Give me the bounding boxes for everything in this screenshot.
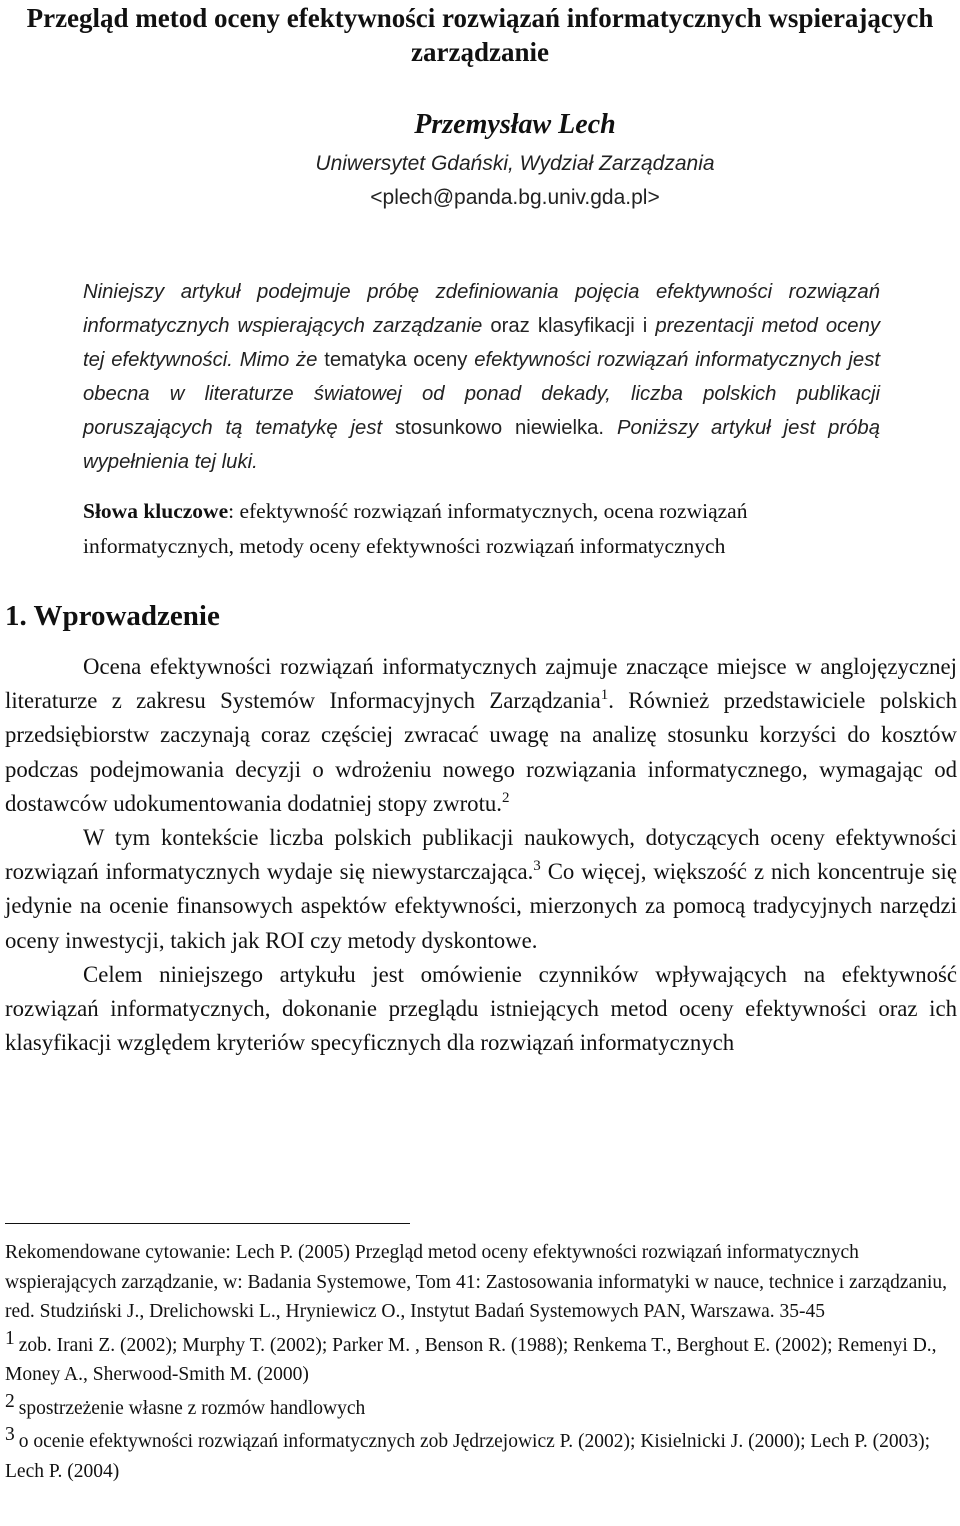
abstract-paragraph <box>83 275 880 479</box>
footnote-ref-3: 3 <box>533 858 541 875</box>
abstract-text-2: oraz klasyfikacji i <box>482 315 656 337</box>
recommended-citation: Rekomendowane cytowanie: Lech P. (2005) Przegląd metod oceny efektywności rozwiązań informatycznych wspierających zarządzanie, w: Badania Systemowe, Tom 41: Zastosowania informatyki w nauce, technice i zarządzaniu, red. Studziński J., Drelichowski L., Hryniewicz O., Instytut Badań Systemowych PAN, Warszawa. 35-45 <box>5 1242 948 1322</box>
footnote-number: 1 <box>5 1327 15 1349</box>
abstract <box>83 275 880 479</box>
section-body <box>5 650 957 1060</box>
footnote-ref-2: 2 <box>502 789 510 806</box>
keywords-text: : efektywność rozwiązań informatycznych, ocena rozwiązań informatycznych, metody oceny efektywności rozwiązań informatycznych <box>83 499 748 558</box>
author-name: Przemysław Lech <box>414 109 616 140</box>
section-heading-introduction: 1. Wprowadzenie <box>5 600 220 632</box>
body-paragraph-1: Ocena efektywności rozwiązań informatycznych zajmuje znaczące miejsce w anglojęzycznej literaturze z zakresu Systemów Informacyjnych Zarządzania$^1$. Również przedstawiciele polskich przedsiębiorstw zaczynają coraz częściej zwracać uwagę na analizę stosunku korzyści do kosztów podczas podejmowania decyzji o wdrożeniu nowego rozwiązania informatycznego, wymagając od dostawców udokumentowania dodatniej stopy zwrotu.$^2$ <box>5 654 957 816</box>
abstract-text-5: efektywności rozwiązań informatycznych jest obecna w literaturze światowej od ponad dekady, liczba polskich publikacji poruszających tą tematykę jest <box>83 349 880 439</box>
keywords-label: Słowa kluczowe <box>83 499 229 523</box>
body-paragraph-2: W tym kontekście liczba polskich publikacji naukowych, dotyczących oceny efektywności rozwiązań informatycznych wydaje się niewystarczająca.$^3$ Co więcej, większość z nich koncentruje się jedynie na ocenie finansowych aspektów efektywności, mierzonych za pomocą tradycyjnych narzędzi oceny inwestycji, takich jak ROI czy metody dyskontowe. <box>5 825 957 953</box>
footnote-text: o ocenie efektywności rozwiązań informatycznych zob Jędrzejowicz P. (2002); Kisielnicki J. (2000); Lech P. (2003); Lech P. (2004) <box>5 1431 931 1482</box>
footnotes <box>5 1238 950 1486</box>
footnote-text: zob. Irani Z. (2002); Murphy T. (2002); Parker M. , Benson R. (1988); Renkema T., Berghout E. (2002); Remenyi D., Money A., Sherwood-Smith M. (2000) <box>5 1334 937 1385</box>
abstract-text-3: prezentacji metod oceny tej efektywności. Mimo że <box>83 315 880 371</box>
footnote-2 <box>5 1390 950 1424</box>
footnote-3 <box>5 1424 950 1486</box>
footnote-number: 2 <box>5 1390 15 1412</box>
abstract-text-6: stosunkowo niewielka. <box>382 417 617 439</box>
paper-title: Przegląd metod oceny efektywności rozwiązań informatycznych wspierających zarządzanie <box>26 3 934 67</box>
author-email: <plech@panda.bg.univ.gda.pl> <box>370 186 660 209</box>
abstract-text-7: Poniższy artykuł jest próbą wypełnienia tej luki. <box>83 417 880 473</box>
abstract-text-1: Niniejszy artykuł podejmuje próbę zdefiniowania pojęcia efektywności rozwiązań informatycznych wspierających zarządzanie <box>83 281 880 337</box>
author-affiliation: Uniwersytet Gdański, Wydział Zarządzania <box>315 152 715 175</box>
footnote-1 <box>5 1327 950 1390</box>
footnote-ref-1: 1 <box>600 687 609 704</box>
footnote-number: 3 <box>5 1424 15 1445</box>
body-paragraph-3: Celem niniejszego artykułu jest omówienie czynników wpływających na efektywność rozwiązań informatycznych, dokonanie przeglądu istniejących metod oceny efektywności oraz ich klasyfikacji względem kryteriów specyficznych dla rozwiązań informatycznych <box>5 961 957 1056</box>
footnote-separator <box>5 1223 410 1224</box>
keywords <box>83 494 880 564</box>
footnote-text: spostrzeżenie własne z rozmów handlowych <box>18 1397 366 1419</box>
abstract-text-4: tematyka oceny <box>317 349 475 371</box>
